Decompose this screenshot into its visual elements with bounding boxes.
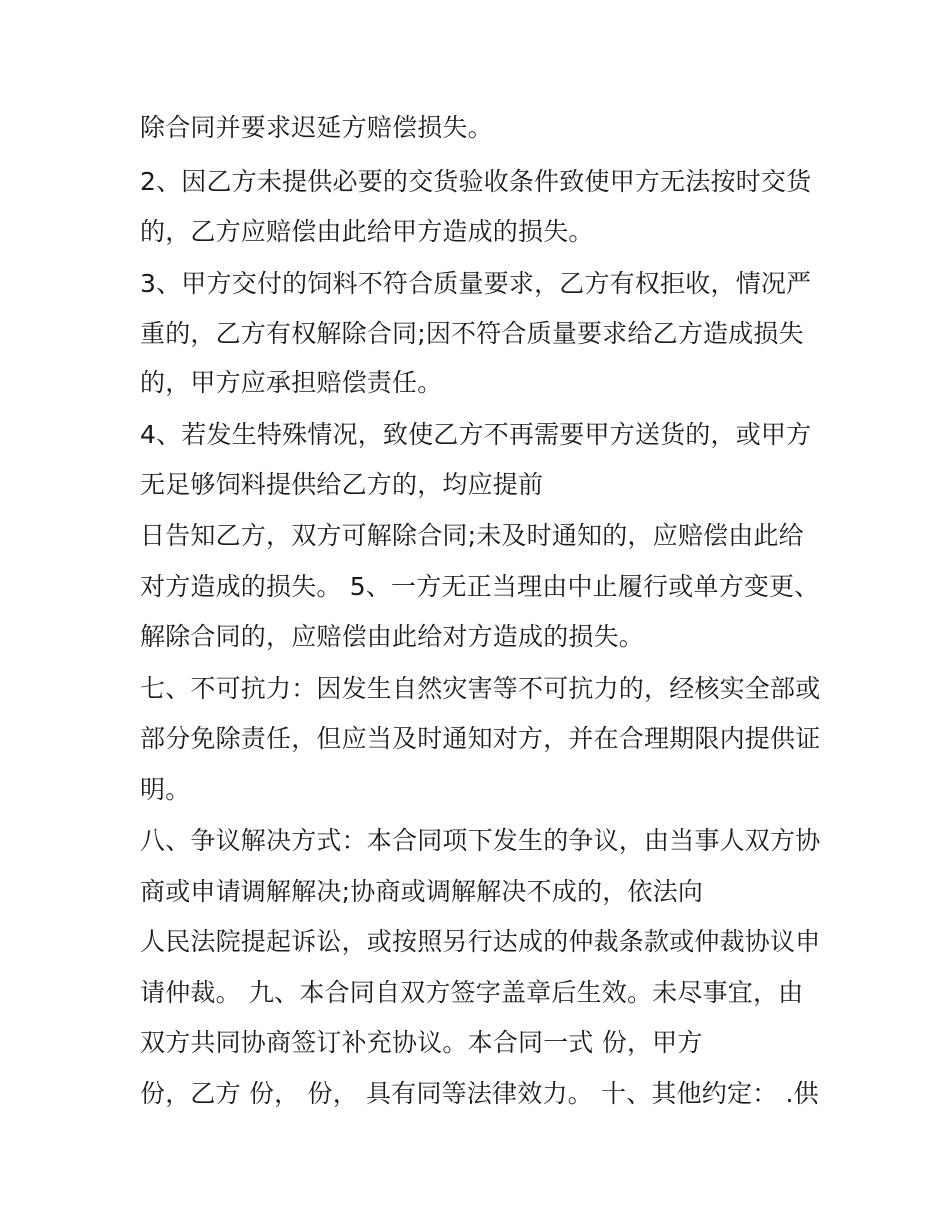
text-line: 的，甲方应承担赔偿责任。	[140, 368, 443, 397]
text-line: 解除合同的，应赔偿由此给对方造成的损失。	[140, 622, 645, 651]
text-line: 的，乙方应赔偿由此给甲方造成的损失。	[140, 217, 594, 246]
text-line: 八、争议解决方式：本合同项下发生的争议，由当事人双方协	[140, 826, 821, 855]
text-line: 4、若发生特殊情况，致使乙方不再需要甲方送货的，或甲方	[140, 420, 812, 449]
text-line: 3、甲方交付的饲料不符合质量要求，乙方有权拒收，情况严	[140, 269, 812, 298]
text-line: 重的，乙方有权解除合同;因不符合质量要求给乙方造成损失	[140, 319, 804, 348]
text-line: 明。	[140, 775, 191, 804]
text-line: 双方共同协商签订补充协议。本合同一式 份，甲方	[140, 1028, 703, 1057]
text-line: 请仲裁。 九、本合同自双方签字盖章后生效。未尽事宜，由	[140, 978, 804, 1007]
text-line: 除合同并要求迟延方赔偿损失。	[140, 113, 493, 142]
text-line: 商或申请调解解决;协商或调解解决不成的，依法向	[140, 877, 704, 906]
text-line: 2、因乙方未提供必要的交货验收条件致使甲方无法按时交货	[140, 167, 812, 196]
text-line: 无足够饲料提供给乙方的，均应提前	[140, 470, 544, 499]
text-line: 份，乙方 份， 份， 具有同等法律效力。 十、其他约定： .供	[140, 1079, 819, 1108]
text-line: 七、不可抗力：因发生自然灾害等不可抗力的，经核实全部或	[140, 674, 821, 703]
text-line: 人民法院提起诉讼，或按照另行达成的仲裁条款或仲裁协议申	[140, 927, 821, 956]
text-line: 部分免除责任，但应当及时通知对方，并在合理期限内提供证	[140, 724, 821, 753]
text-line: 日告知乙方，双方可解除合同;未及时通知的，应赔偿由此给	[140, 521, 804, 550]
text-line: 对方造成的损失。 5、一方无正当理由中止履行或单方变更、	[140, 572, 820, 601]
